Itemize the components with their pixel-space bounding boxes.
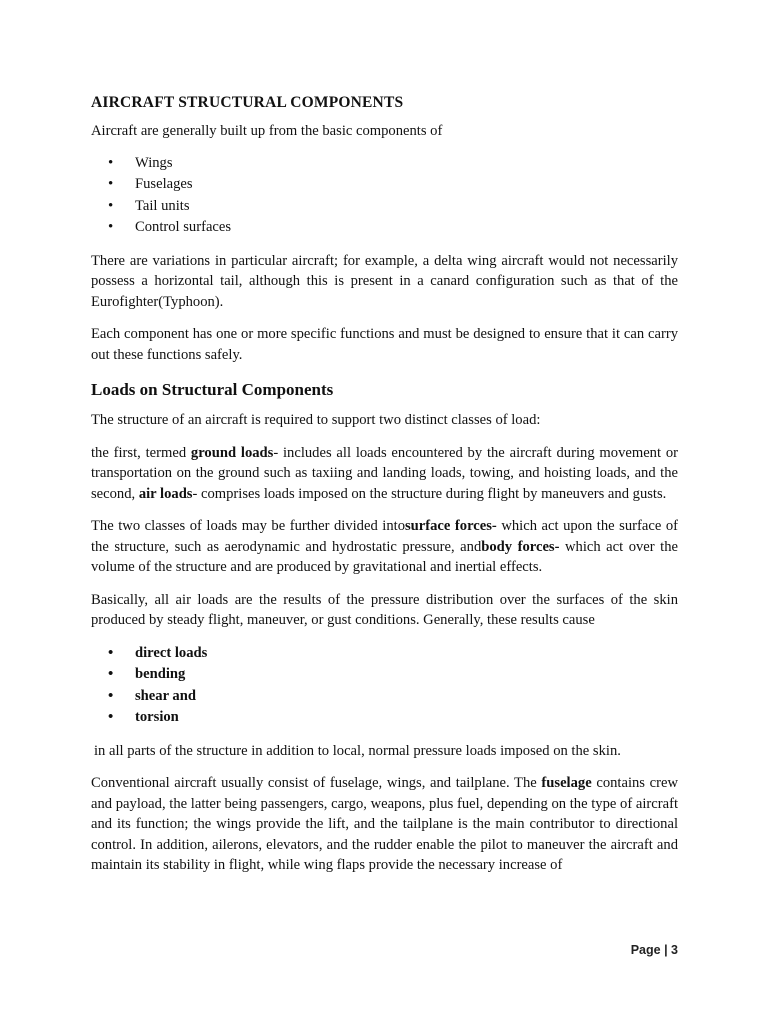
component-functions-paragraph: Each component has one or more specific functions and must be designed to ensure that it can carry out these functions safely. bbox=[91, 326, 678, 363]
page-title: AIRCRAFT STRUCTURAL COMPONENTS bbox=[91, 94, 404, 111]
load-classes-paragraph: the first, termed ground loads- includes all loads encountered by the aircraft during movement or transportation on the ground such as taxiing and landing loads, towing, and hoisting loads, and the second, air loads- comprises loads imposed on the structure during flight by maneuvers and gusts. bbox=[91, 444, 678, 502]
list-item: • Fuselages bbox=[91, 174, 678, 196]
term-body-forces: body forces- bbox=[481, 538, 560, 555]
term-fuselage: fuselage bbox=[541, 775, 592, 791]
list-item: • direct loads bbox=[91, 643, 678, 665]
page-number: Page | 3 bbox=[630, 943, 678, 957]
variations-paragraph: There are variations in particular aircraft; for example, a delta wing aircraft would not necessarily possess a horizontal tail, although this is present in a canard configuration such as that of the Eurofighter(Typhoon). bbox=[91, 252, 678, 310]
document-page bbox=[91, 93, 678, 888]
term-surface-forces: surface forces- bbox=[405, 518, 497, 534]
air-loads-paragraph: Basically, all air loads are the results of the pressure distribution over the surfaces of the skin produced by steady flight, maneuver, or gust conditions. Generally, these results cause bbox=[91, 591, 678, 628]
list-item: • Wings bbox=[91, 153, 678, 175]
list-item: • torsion bbox=[91, 707, 678, 729]
term-air-loads: air loads bbox=[138, 485, 193, 502]
effects-list bbox=[91, 643, 678, 729]
list-item: • shear and bbox=[91, 686, 678, 708]
list-item: • bending bbox=[91, 664, 678, 686]
term-ground-loads: ground loads bbox=[190, 444, 274, 461]
structure-paragraph: The structure of an aircraft is required to support two distinct classes of load: bbox=[91, 412, 541, 428]
section-heading-loads: Loads on Structural Components bbox=[91, 380, 334, 399]
components-list bbox=[91, 153, 678, 239]
in-all-parts-paragraph: in all parts of the structure in addition to local, normal pressure loads imposed on the skin. bbox=[94, 742, 621, 759]
list-item: • Control surfaces bbox=[91, 217, 678, 239]
conventional-aircraft-paragraph: Conventional aircraft usually consist of fuselage, wings, and tailplane. The fuselage contains crew and payload, the latter being passengers, cargo, weapons, plus fuel, depending on the type of aircraft and its function; the wings provide the lift, and the tailplane is the main contributor to directional control. In addition, ailerons, elevators, and the rudder enable the pilot to maneuver the aircraft and maintain its stability in flight, while wing flaps provide the necessary increase of bbox=[91, 775, 679, 873]
force-types-paragraph: The two classes of loads may be further divided intosurface forces- which act upon the surface of the structure, such as aerodynamic and hydrostatic pressure, andbody forces- which act over the volume of the structure and are produced by gravitational and inertial effects. bbox=[91, 518, 679, 575]
list-item: • Tail units bbox=[91, 196, 678, 218]
intro-paragraph: Aircraft are generally built up from the basic components of bbox=[91, 123, 443, 139]
